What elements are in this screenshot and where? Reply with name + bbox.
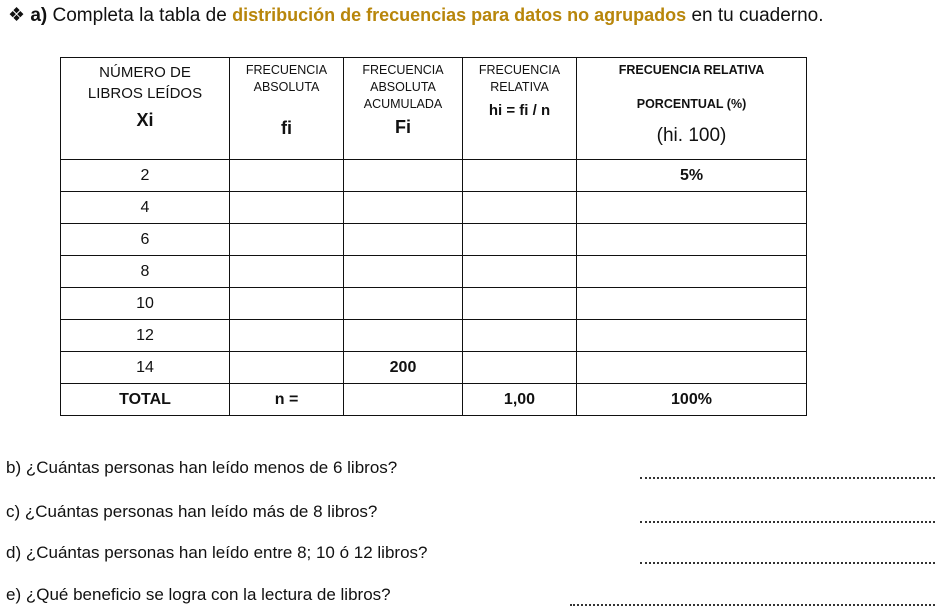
table-cell (577, 192, 807, 224)
table-cell (463, 224, 577, 256)
table-cell: 8 (61, 256, 230, 288)
bullet-icon: ❖ (8, 5, 26, 26)
table-cell: 14 (61, 352, 230, 384)
table-cell: 5% (577, 160, 807, 192)
table-cell (344, 384, 463, 416)
header-fi: FRECUENCIA ABSOLUTA fi (230, 58, 344, 160)
table-cell: 200 (344, 352, 463, 384)
table-cell (577, 320, 807, 352)
answer-line[interactable] (640, 562, 935, 564)
table-cell: 10 (61, 288, 230, 320)
table-cell (344, 288, 463, 320)
table-cell (230, 224, 344, 256)
frequency-table (60, 57, 807, 416)
table-cell (463, 288, 577, 320)
table-cell: n = (230, 384, 344, 416)
question: b) ¿Cuántas personas han leído menos de 6 libros? (6, 458, 398, 477)
table-cell (230, 192, 344, 224)
table-cell (344, 192, 463, 224)
table-cell: 4 (61, 192, 230, 224)
header-hi: FRECUENCIA RELATIVA hi = fi / n (463, 58, 577, 160)
question: e) ¿Qué beneficio se logra con la lectura de libros? (6, 585, 391, 604)
table-cell (577, 288, 807, 320)
table-cell (463, 160, 577, 192)
instruction-highlight: distribución de frecuencias para datos no agrupados (232, 5, 687, 25)
header-Fi: FRECUENCIA ABSOLUTA ACUMULADA Fi (344, 58, 463, 160)
table-cell (344, 256, 463, 288)
table-cell (577, 352, 807, 384)
table-row (61, 320, 807, 352)
table-cell (463, 192, 577, 224)
instruction-text: Completa la tabla de (52, 5, 227, 26)
answer-line[interactable] (570, 604, 935, 606)
instruction (8, 4, 824, 27)
table-cell: 1,00 (463, 384, 577, 416)
table-cell: TOTAL (61, 384, 230, 416)
table-row (61, 192, 807, 224)
table-row (61, 160, 807, 192)
question: d) ¿Cuántas personas han leído entre 8; 10 ó 12 libros? (6, 543, 428, 562)
table-cell: 6 (61, 224, 230, 256)
answer-line[interactable] (640, 521, 935, 523)
item-letter: a) (30, 5, 48, 26)
table-cell (577, 224, 807, 256)
table-cell (463, 352, 577, 384)
table-row (61, 352, 807, 384)
instruction-text-end: en tu cuaderno. (691, 5, 824, 26)
table-cell: 2 (61, 160, 230, 192)
table-cell (344, 160, 463, 192)
table-cell: 12 (61, 320, 230, 352)
table-cell (577, 256, 807, 288)
table-row (61, 224, 807, 256)
table-cell (230, 160, 344, 192)
table-cell (463, 320, 577, 352)
table-cell (344, 320, 463, 352)
table-cell (230, 320, 344, 352)
answer-line[interactable] (640, 477, 935, 479)
table-cell (463, 256, 577, 288)
header-percent: FRECUENCIA RELATIVA PORCENTUAL (%) (hi. 100) (577, 58, 807, 160)
header-xi: NÚMERO DE LIBROS LEÍDOS Xi (61, 58, 230, 160)
table-row (61, 384, 807, 416)
table-row (61, 256, 807, 288)
table-cell (344, 224, 463, 256)
table-row (61, 288, 807, 320)
table-cell (230, 256, 344, 288)
table-cell (230, 352, 344, 384)
table-cell (230, 288, 344, 320)
question: c) ¿Cuántas personas han leído más de 8 libros? (6, 502, 378, 521)
table-cell: 100% (577, 384, 807, 416)
